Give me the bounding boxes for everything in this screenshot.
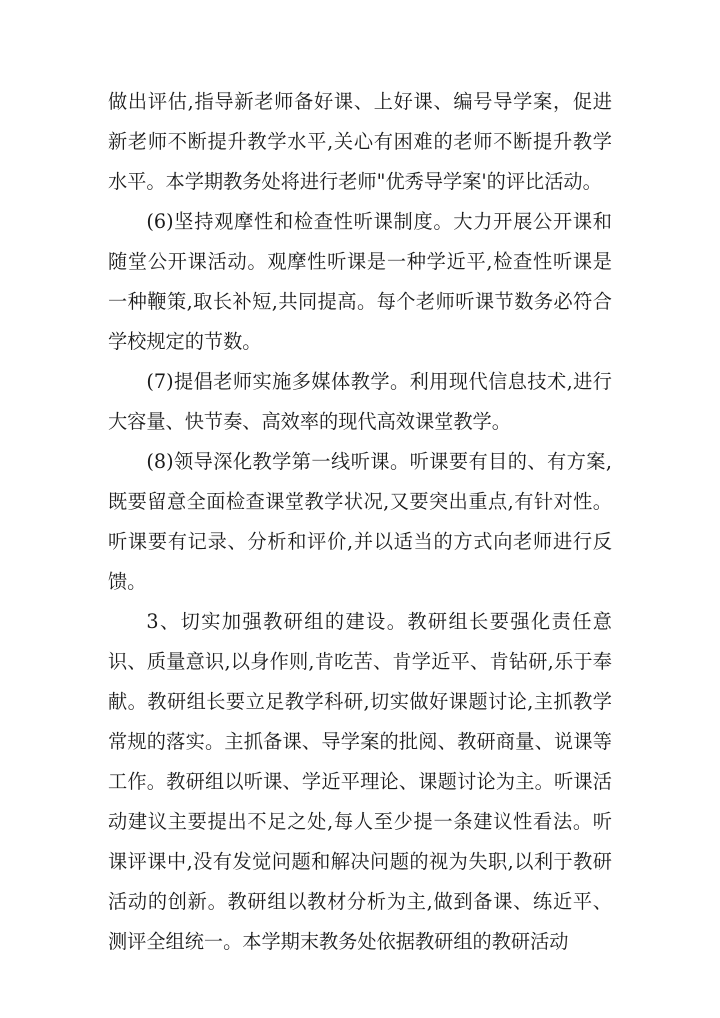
paragraph-1: 做出评估,指导新老师备好课、上好课、编号导学案，促进新老师不断提升教学水平,关心有困难的老师不断提升教学水平。本学期教务处将进行老师"优秀导学案'的评比活动。 <box>108 90 612 193</box>
paragraph-3: (7)提倡老师实施多媒体教学。利用现代信息技术,进行大容量、快节奏、高效率的现代高效课堂教学。 <box>108 370 612 433</box>
document-page <box>108 82 612 962</box>
paragraph-4: (8)领导深化教学第一线听课。听课要有目的、有方案,既要留意全面检查课堂教学状况,又要突出重点,有针对性。听课要有记录、分析和评价,并以适当的方式向老师进行反馈。 <box>108 450 612 593</box>
paragraph-2: (6)坚持观摩性和检查性听课制度。大力开展公开课和随堂公开课活动。观摩性听课是一种学近平,检查性听课是一种鞭策,取长补短,共同提高。每个老师听课节数务必符合学校规定的节数。 <box>108 210 612 353</box>
paragraph-5: 3、切实加强教研组的建设。教研组长要强化责任意识、质量意识,以身作则,肯吃苦、肯学近平、肯钻研,乐于奉献。教研组长要立足教学科研,切实做好课题讨论,主抓教学常规的落实。主抓备课、导学案的批阅、教研商量、说课等工作。教研组以听课、学近平理论、课题讨论为主。听课活动建议主要提出不足之处,每人至少提一条建议性看法。听课评课中,没有发觉问题和解决问题的视为失职,以利于教研活动的创新。教研组以教材分析为主,做到备课、练近平、测评全组统一。本学期末教务处依据教研组的教研活动 <box>108 610 612 953</box>
